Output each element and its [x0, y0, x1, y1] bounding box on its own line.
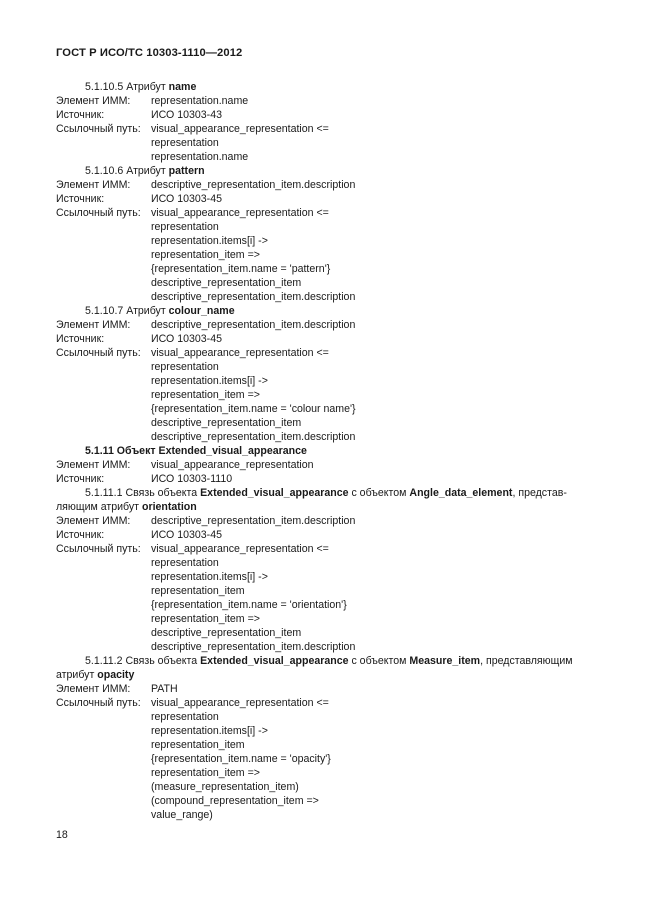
source-row: Источник: ИСО 10303-43	[56, 109, 222, 121]
relationship-paragraph: 5.1.11.2 Связь объекта Extended_visual_appearance с объектом Measure_item, представляющим	[85, 655, 573, 667]
path-line: descriptive_representation_item	[151, 627, 302, 639]
path-line: representation_item	[151, 739, 245, 751]
path-line: {representation_item.name = 'orientation'}	[151, 599, 347, 611]
relationship-paragraph: 5.1.11.1 Связь объекта Extended_visual_appearance с объектом Angle_data_element, представ-	[85, 487, 567, 499]
path-line: representation_item =>	[151, 249, 260, 261]
path-line: representation_item =>	[151, 389, 260, 401]
path-row: Ссылочный путь: visual_appearance_representation <=	[56, 123, 329, 135]
section-heading: 5.1.10.6 Атрибут pattern	[85, 165, 205, 177]
element-row: Элемент ИММ: descriptive_representation_item.description	[56, 179, 356, 191]
path-row: Ссылочный путь: visual_appearance_representation <=	[56, 347, 329, 359]
relationship-paragraph-cont: ляющим атрибут orientation	[56, 501, 197, 513]
path-line: representation.items[i] ->	[151, 235, 268, 247]
path-line: descriptive_representation_item.description	[151, 291, 356, 303]
source-row: Источник: ИСО 10303-45	[56, 529, 222, 541]
path-line: descriptive_representation_item.description	[151, 431, 356, 443]
path-line: (measure_representation_item)	[151, 781, 299, 793]
path-line: representation	[151, 221, 219, 233]
path-line: representation_item =>	[151, 767, 260, 779]
document-body	[56, 80, 596, 822]
path-line: representation.items[i] ->	[151, 725, 268, 737]
element-row: Элемент ИММ: representation.name	[56, 95, 249, 107]
path-line: representation.items[i] ->	[151, 375, 268, 387]
source-row: Источник: ИСО 10303-45	[56, 193, 222, 205]
relationship-paragraph-cont: атрибут opacity	[56, 669, 135, 681]
path-line: representation_item	[151, 585, 245, 597]
path-row: Ссылочный путь: visual_appearance_representation <=	[56, 543, 329, 555]
path-line: representation.name	[151, 151, 249, 163]
element-row: Элемент ИММ: visual_appearance_representation	[56, 459, 314, 471]
path-line: representation	[151, 361, 219, 373]
element-row: Элемент ИММ: descriptive_representation_item.description	[56, 515, 356, 527]
path-row: Ссылочный путь: visual_appearance_representation <=	[56, 207, 329, 219]
path-line: descriptive_representation_item.description	[151, 641, 356, 653]
path-row: Ссылочный путь: visual_appearance_representation <=	[56, 697, 329, 709]
path-line: {representation_item.name = 'pattern'}	[151, 263, 331, 275]
path-line: {representation_item.name = 'opacity'}	[151, 753, 331, 765]
page-header: ГОСТ Р ИСО/ТС 10303-1110—2012	[56, 47, 243, 59]
path-line: (compound_representation_item =>	[151, 795, 319, 807]
source-row: Источник: ИСО 10303-45	[56, 333, 222, 345]
path-line: representation_item =>	[151, 613, 260, 625]
section-heading: 5.1.10.7 Атрибут colour_name	[85, 305, 235, 317]
path-line: representation	[151, 711, 219, 723]
path-line: value_range)	[151, 809, 213, 821]
path-line: {representation_item.name = 'colour name'}	[151, 403, 356, 415]
section-heading: 5.1.10.5 Атрибут name	[85, 81, 197, 93]
element-row: Элемент ИММ: descriptive_representation_item.description	[56, 319, 356, 331]
path-line: descriptive_representation_item	[151, 417, 302, 429]
path-line: descriptive_representation_item	[151, 277, 302, 289]
path-line: representation	[151, 137, 219, 149]
source-row: Источник: ИСО 10303-1110	[56, 473, 233, 485]
path-line: representation.items[i] ->	[151, 571, 268, 583]
page-number: 18	[56, 829, 68, 841]
section-heading: 5.1.11 Объект Extended_visual_appearance	[85, 445, 307, 457]
element-row: Элемент ИММ: PATH	[56, 683, 178, 695]
path-line: representation	[151, 557, 219, 569]
